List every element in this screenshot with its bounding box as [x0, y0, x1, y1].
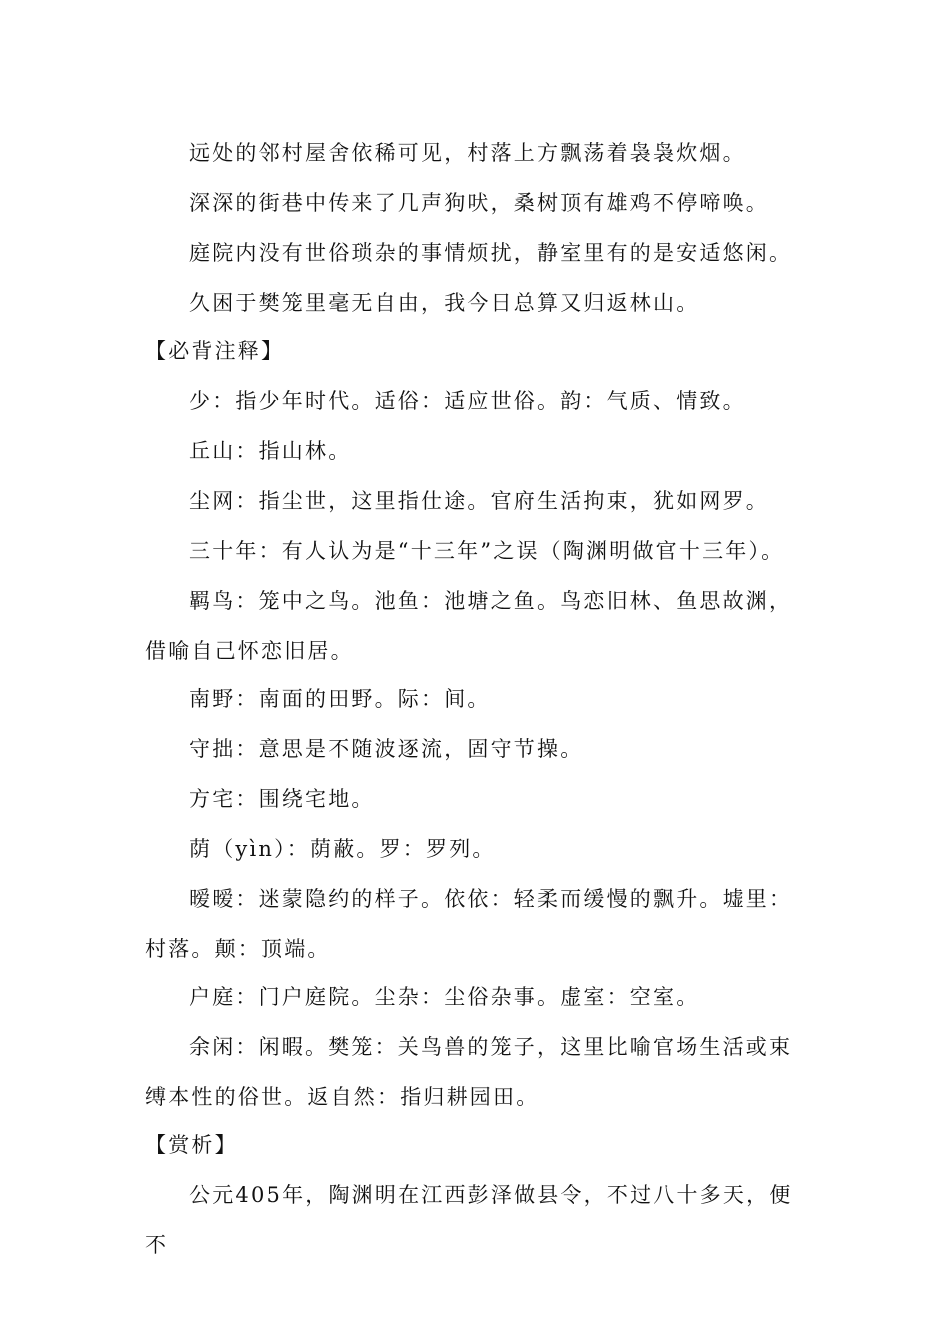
note-item: 羁鸟：笼中之鸟。池鱼：池塘之鱼。鸟恋旧林、鱼思故渊，借喻自己怀恋旧居。: [145, 589, 793, 663]
note-item: 南野：南面的田野。际：间。: [189, 687, 491, 711]
note-item: 少：指少年时代。适俗：适应世俗。韵：气质、情致。: [189, 389, 746, 413]
section-heading-appreciation: 【赏析】: [145, 1133, 238, 1157]
note-item: 三十年：有人认为是“十三年”之误（陶渊明做官十三年）。: [189, 539, 785, 563]
translation-line: 远处的邻村屋舍依稀可见，村落上方飘荡着袅袅炊烟。: [189, 141, 746, 165]
translation-line: 久困于樊笼里毫无自由，我今日总算又归返林山。: [189, 291, 700, 315]
translation-line: 庭院内没有世俗琐杂的事情烦扰，静室里有的是安适悠闲。: [189, 241, 793, 265]
note-item: 方宅：围绕宅地。: [189, 787, 375, 811]
appreciation-paragraph: 公元405年，陶渊明在江西彭泽做县令，不过八十多天，便不: [145, 1183, 793, 1257]
note-item: 丘山：指山林。: [189, 439, 352, 463]
note-item: 荫（yìn）：荫蔽。罗：罗列。: [189, 837, 496, 861]
translation-line: 深深的街巷中传来了几声狗吠，桑树顶有雄鸡不停啼唤。: [189, 191, 769, 215]
section-heading-notes: 【必背注释】: [145, 339, 285, 363]
note-item: 守拙：意思是不随波逐流，固守节操。: [189, 737, 584, 761]
note-item: 暧暧：迷蒙隐约的样子。依依：轻柔而缓慢的飘升。墟里：村落。颠：顶端。: [145, 887, 793, 961]
note-item: 尘网：指尘世，这里指仕途。官府生活拘束，犹如网罗。: [189, 489, 769, 513]
note-item: 户庭：门户庭院。尘杂：尘俗杂事。虚室：空室。: [189, 985, 700, 1009]
note-item: 余闲：闲暇。樊笼：关鸟兽的笼子，这里比喻官场生活或束缚本性的俗世。返自然：指归耕园田。: [145, 1035, 793, 1109]
